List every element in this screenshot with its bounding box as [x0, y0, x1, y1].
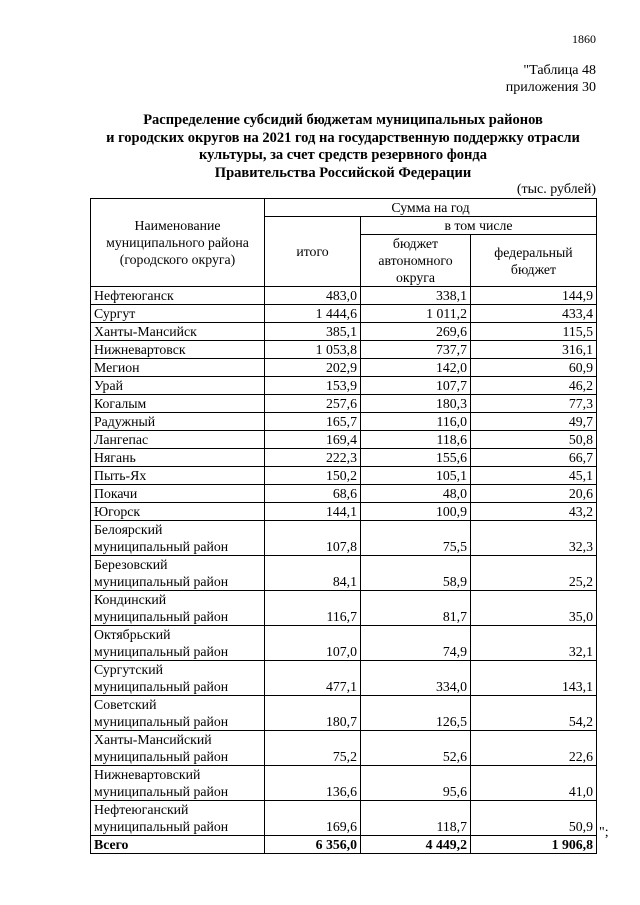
row-name-line-2: муниципальный район: [94, 749, 229, 764]
row-federal-budget: 77,3: [471, 395, 597, 413]
row-name-line-1: Радужный: [94, 414, 156, 429]
row-okrug-budget: 75,5: [361, 521, 471, 556]
table-row: [91, 696, 597, 731]
table-row: [91, 485, 597, 503]
total-label: Всего: [91, 836, 265, 854]
row-total: 144,1: [265, 503, 361, 521]
row-name: [91, 485, 265, 503]
row-total: 257,6: [265, 395, 361, 413]
row-total: 107,0: [265, 626, 361, 661]
closing-quote: ";: [599, 825, 609, 840]
document-title: [90, 112, 596, 182]
table-row: [91, 395, 597, 413]
row-name: [91, 731, 265, 766]
total-okrug: 4 449,2: [361, 836, 471, 854]
row-total: 136,6: [265, 766, 361, 801]
table-row: [91, 287, 597, 305]
row-name-line-1: Березовский: [94, 557, 168, 572]
row-federal-budget: 41,0: [471, 766, 597, 801]
page-number: 1860: [572, 32, 596, 46]
row-name-line-1: Нефтеюганский: [94, 802, 189, 817]
row-federal-budget: 49,7: [471, 413, 597, 431]
row-name: [91, 661, 265, 696]
table-row: [91, 467, 597, 485]
row-okrug-budget: 116,0: [361, 413, 471, 431]
title-line-4: Правительства Российской Федерации: [214, 164, 472, 181]
row-okrug-budget: 95,6: [361, 766, 471, 801]
table-row: [91, 661, 597, 696]
table-row: [91, 626, 597, 661]
caption-line-2: приложения 30: [505, 80, 596, 95]
row-federal-budget: 32,1: [471, 626, 597, 661]
table-row: [91, 377, 597, 395]
row-name-line-1: Югорск: [94, 504, 141, 519]
row-total: 222,3: [265, 449, 361, 467]
row-name: [91, 626, 265, 661]
row-name: [91, 359, 265, 377]
row-name: [91, 323, 265, 341]
table-row: [91, 521, 597, 556]
row-name-line-1: Сургут: [94, 306, 136, 321]
row-name: [91, 341, 265, 359]
row-total: 68,6: [265, 485, 361, 503]
row-name-line-1: Советский: [94, 697, 157, 712]
row-name-line-2: муниципальный район: [94, 644, 229, 659]
row-okrug-budget: 338,1: [361, 287, 471, 305]
row-total: 202,9: [265, 359, 361, 377]
row-okrug-budget: 105,1: [361, 467, 471, 485]
row-federal-budget: 50,8: [471, 431, 597, 449]
row-federal-budget: 43,2: [471, 503, 597, 521]
total-sum: 6 356,0: [265, 836, 361, 854]
row-total: 153,9: [265, 377, 361, 395]
table-row: [91, 359, 597, 377]
row-federal-budget: 54,2: [471, 696, 597, 731]
row-name: [91, 591, 265, 626]
table-row: [91, 413, 597, 431]
row-federal-budget: 22,6: [471, 731, 597, 766]
row-name-line-1: Урай: [94, 378, 123, 393]
row-name: [91, 467, 265, 485]
row-name: [91, 431, 265, 449]
row-name-line-2: муниципальный район: [94, 784, 229, 799]
table-row: [91, 305, 597, 323]
row-okrug-budget: 269,6: [361, 323, 471, 341]
row-total: 180,7: [265, 696, 361, 731]
row-federal-budget: 20,6: [471, 485, 597, 503]
row-okrug-budget: 118,7: [361, 801, 471, 836]
row-okrug-budget: 155,6: [361, 449, 471, 467]
row-name-line-1: Нижневартовский: [94, 767, 201, 782]
row-okrug-budget: 81,7: [361, 591, 471, 626]
row-total: 385,1: [265, 323, 361, 341]
row-name: [91, 287, 265, 305]
row-name: [91, 766, 265, 801]
row-total: 165,7: [265, 413, 361, 431]
units-label: (тыс. рублей): [516, 182, 596, 197]
row-okrug-budget: 58,9: [361, 556, 471, 591]
row-name: [91, 801, 265, 836]
row-okrug-budget: 126,5: [361, 696, 471, 731]
table-row: [91, 449, 597, 467]
row-total: 150,2: [265, 467, 361, 485]
row-federal-budget: 50,9: [471, 801, 597, 836]
row-name: [91, 305, 265, 323]
subsidy-table: [90, 198, 597, 854]
table-row: [91, 556, 597, 591]
row-name-line-1: Ханты-Мансийск: [94, 324, 197, 339]
title-line-1: Распределение субсидий бюджетам муниципальных районов: [143, 112, 543, 128]
row-name-line-2: муниципальный район: [94, 539, 229, 554]
row-total: 1 053,8: [265, 341, 361, 359]
row-name: [91, 377, 265, 395]
table-row: [91, 801, 597, 836]
row-name-line-1: Белоярский: [94, 522, 163, 537]
row-federal-budget: 143,1: [471, 661, 597, 696]
row-federal-budget: 45,1: [471, 467, 597, 485]
row-name-line-1: Сургутский: [94, 662, 164, 677]
row-name: [91, 521, 265, 556]
row-name-line-1: Ханты-Мансийский: [94, 732, 212, 747]
row-name-line-1: Мегион: [94, 360, 140, 375]
row-okrug-budget: 118,6: [361, 431, 471, 449]
header-federal-budget: федеральный бюджет: [471, 235, 597, 287]
row-total: 169,6: [265, 801, 361, 836]
table-row: [91, 323, 597, 341]
total-row: [91, 836, 597, 854]
caption-line-1: "Таблица 48: [523, 63, 596, 78]
row-name: [91, 449, 265, 467]
title-line-3: культуры, за счет средств резервного фонда: [199, 147, 487, 163]
row-total: 1 444,6: [265, 305, 361, 323]
row-okrug-budget: 107,7: [361, 377, 471, 395]
row-okrug-budget: 334,0: [361, 661, 471, 696]
row-federal-budget: 66,7: [471, 449, 597, 467]
table-caption: [420, 62, 596, 96]
row-okrug-budget: 100,9: [361, 503, 471, 521]
header-name: Наименование муниципального района (городского округа): [91, 199, 265, 287]
row-name-line-2: муниципальный район: [94, 609, 229, 624]
row-name-line-1: Когалым: [94, 396, 147, 411]
row-total: 84,1: [265, 556, 361, 591]
row-okrug-budget: 737,7: [361, 341, 471, 359]
header-total: итого: [265, 217, 361, 287]
row-name-line-1: Покачи: [94, 486, 138, 501]
total-federal: 1 906,8: [471, 836, 597, 854]
row-total: 107,8: [265, 521, 361, 556]
table-body: [91, 287, 597, 836]
table-row: [91, 503, 597, 521]
row-name-line-2: муниципальный район: [94, 819, 229, 834]
row-total: 477,1: [265, 661, 361, 696]
row-name-line-1: Нягань: [94, 450, 136, 465]
table-row: [91, 431, 597, 449]
row-name: [91, 696, 265, 731]
row-federal-budget: 115,5: [471, 323, 597, 341]
row-name-line-2: муниципальный район: [94, 679, 229, 694]
row-okrug-budget: 48,0: [361, 485, 471, 503]
header-in-total: в том числе: [361, 217, 597, 235]
row-federal-budget: 35,0: [471, 591, 597, 626]
row-federal-budget: 46,2: [471, 377, 597, 395]
row-name-line-2: муниципальный район: [94, 714, 229, 729]
row-okrug-budget: 142,0: [361, 359, 471, 377]
row-federal-budget: 316,1: [471, 341, 597, 359]
row-federal-budget: 60,9: [471, 359, 597, 377]
header-okrug-budget: бюджет автономного округа: [361, 235, 471, 287]
row-name-line-1: Пыть-Ях: [94, 468, 147, 483]
row-name: [91, 413, 265, 431]
table-row: [91, 731, 597, 766]
row-total: 169,4: [265, 431, 361, 449]
row-name: [91, 503, 265, 521]
table-row: [91, 591, 597, 626]
row-name-line-1: Нижневартовск: [94, 342, 186, 357]
row-federal-budget: 32,3: [471, 521, 597, 556]
row-name: [91, 395, 265, 413]
row-name-line-1: Нефтеюганск: [94, 288, 174, 303]
table-row: [91, 766, 597, 801]
table-row: [91, 341, 597, 359]
row-total: 75,2: [265, 731, 361, 766]
row-name-line-2: муниципальный район: [94, 574, 229, 589]
row-federal-budget: 144,9: [471, 287, 597, 305]
row-name-line-1: Кондинский: [94, 592, 167, 607]
row-total: 483,0: [265, 287, 361, 305]
row-federal-budget: 433,4: [471, 305, 597, 323]
row-okrug-budget: 74,9: [361, 626, 471, 661]
row-name-line-1: Октябрьский: [94, 627, 171, 642]
title-line-2: и городских округов на 2021 год на государственную поддержку отрасли: [106, 129, 580, 146]
row-total: 116,7: [265, 591, 361, 626]
row-okrug-budget: 1 011,2: [361, 305, 471, 323]
row-okrug-budget: 180,3: [361, 395, 471, 413]
row-okrug-budget: 52,6: [361, 731, 471, 766]
row-name-line-1: Лангепас: [94, 432, 149, 447]
row-federal-budget: 25,2: [471, 556, 597, 591]
row-name: [91, 556, 265, 591]
header-sum: Сумма на год: [265, 199, 597, 217]
